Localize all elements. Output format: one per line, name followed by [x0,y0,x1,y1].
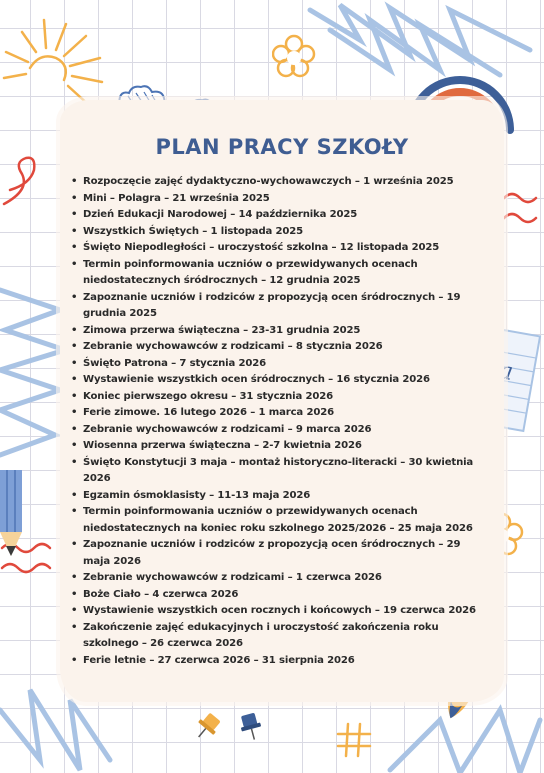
plan-item: • Zapoznanie uczniów i rodziców z propozycją ocen śródrocznych – 29 maja 2026 [70,537,490,570]
plan-item: • Dzień Edukacji Narodowej – 14 października 2025 [70,207,490,224]
pencil-icon [0,470,34,560]
plan-item: • Wiosenna przerwa świąteczna – 2-7 kwietnia 2026 [70,438,490,455]
plan-item: • Wszystkich Świętych – 1 listopada 2025 [70,224,490,241]
plan-item: • Ferie zimowe. 16 lutego 2026 – 1 marca 2026 [70,405,490,422]
page-title: PLAN PRACY SZKOŁY [155,135,409,159]
plan-item: • Wystawienie wszystkich ocen rocznych i końcowych – 19 czerwca 2026 [70,603,490,620]
plan-item: • Rozpoczęcie zajęć dydaktyczno-wychowawczych – 1 września 2025 [70,174,490,191]
plan-item: • Egzamin ósmoklasisty – 11-13 maja 2026 [70,488,490,505]
plan-item: • Zapoznanie uczniów i rodziców z propozycją ocen śródrocznych – 19 grudnia 2025 [70,290,490,323]
plan-item: • Termin poinformowania uczniów o przewidywanych ocenach niedostatecznych śródrocznych – 12 grudnia 2025 [70,257,490,290]
plan-item: • Zakończenie zajęć edukacyjnych i uroczystość zakończenia roku szkolnego – 26 czerwca 2026 [70,620,490,653]
plan-list [70,174,490,669]
plan-item: • Święto Niepodległości – uroczystość szkolna – 12 listopada 2025 [70,240,490,257]
pushpin-icon [192,712,222,742]
plan-item: • Termin poinformowania uczniów o przewidywanych ocenach niedostatecznych na koniec roku szkolnego 2025/2026 – 25 maja 2026 [70,504,490,537]
plan-item: • Zebranie wychowawców z rodzicami – 9 marca 2026 [70,422,490,439]
plan-item: • Święto Konstytucji 3 maja – montaż historyczno-literacki – 30 kwietnia 2026 [70,455,490,488]
plan-item: • Wystawienie wszystkich ocen śródrocznych – 16 stycznia 2026 [70,372,490,389]
plan-item: • Boże Ciało – 4 czerwca 2026 [70,587,490,604]
plan-item: • Zebranie wychowawców z rodzicami – 8 stycznia 2026 [70,339,490,356]
swirl-icon [0,150,44,210]
plan-item: • Zimowa przerwa świąteczna – 23-31 grudnia 2025 [70,323,490,340]
hashtag-icon [336,722,372,758]
plan-item: • Mini – Polagra – 21 września 2025 [70,191,490,208]
pushpin-icon [236,712,266,742]
plan-item: • Ferie letnie – 27 czerwca 2026 – 31 sierpnia 2026 [70,653,490,670]
flower-icon [272,34,316,78]
plan-item: • Koniec pierwszego okresu – 31 stycznia 2026 [70,389,490,406]
plan-item: • Zebranie wychowawców z rodzicami – 1 czerwca 2026 [70,570,490,587]
plan-item: • Święto Patrona – 7 stycznia 2026 [70,356,490,373]
